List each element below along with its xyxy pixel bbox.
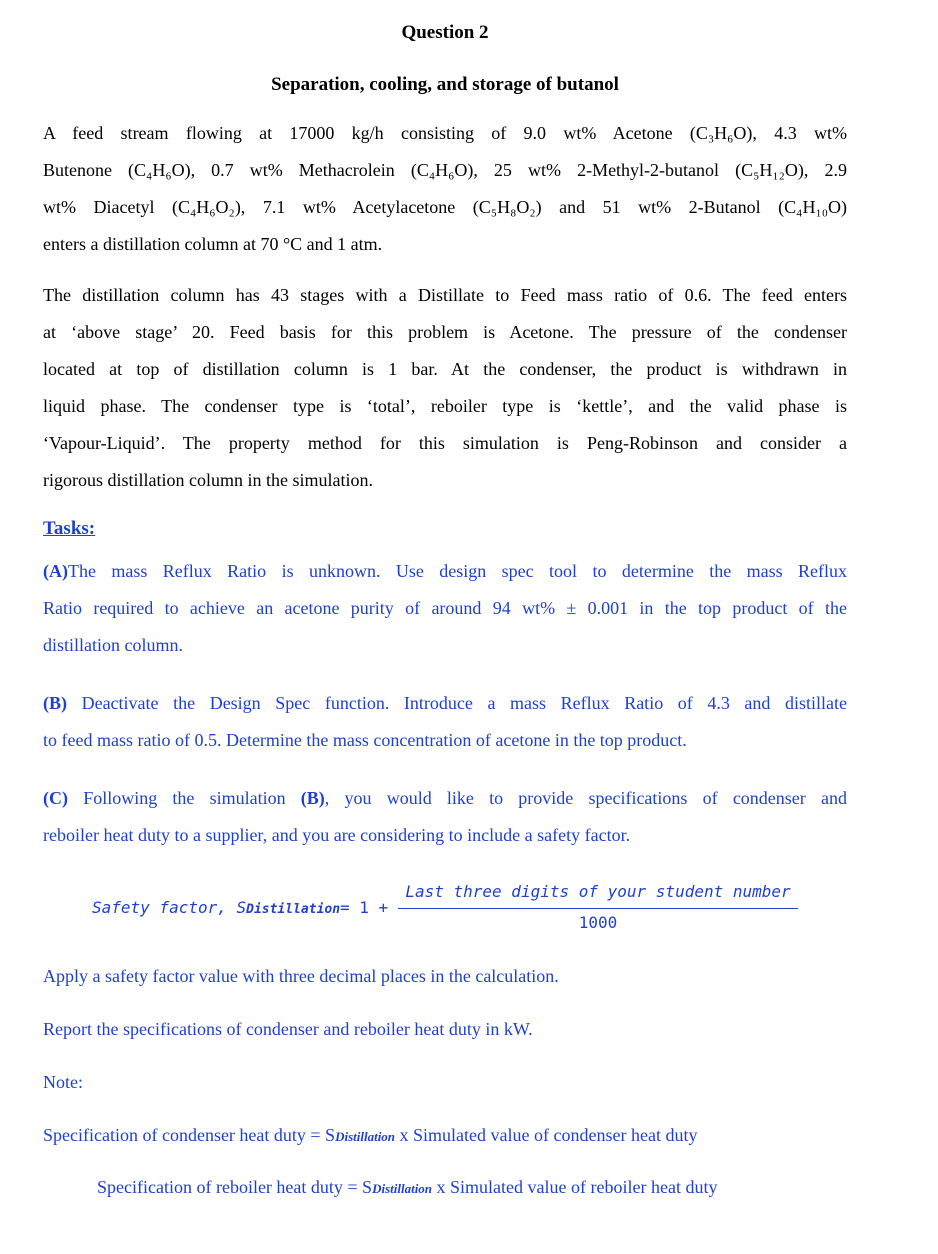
task-b-label: (B) [43,693,67,713]
column-line-5: ‘Vapour-Liquid’. The property method for this simulation is Peng-Robinson and consider a [43,433,847,453]
equation-operator: = 1 + [340,898,389,917]
section-title: Separation, cooling, and storage of butanol [271,74,619,95]
feed-line-1: A feed stream flowing at 17000 kg/h consisting of 9.0 wt% Acetone (C₃H₆O), 4.3 wt% [43,123,847,143]
column-description [43,277,847,499]
task-c-ref: (B) [300,788,325,808]
column-line-6: rigorous distillation column in the simulation. [43,470,373,490]
condenser-spec-formula: Specification of condenser heat duty = SDistillation x Simulated value of condenser heat duty [43,1125,698,1145]
column-line-4: liquid phase. The condenser type is ‘total’, reboiler type is ‘kettle’, and the valid phase is [43,396,847,416]
task-a-line-2: Ratio required to achieve an acetone purity of around 94 wt% ± 0.001 in the top product of the [43,598,847,618]
column-line-2: at ‘above stage’ 20. Feed basis for this problem is Acetone. The pressure of the condenser [43,322,847,342]
equation-numerator: Last three digits of your student number [405,882,791,901]
feed-line-4: enters a distillation column at 70 °C and 1 atm. [43,234,383,254]
fraction-bar [398,908,798,909]
task-a-line-1: (A)The mass Reflux Ratio is unknown. Use design spec tool to determine the mass Reflux [43,561,847,581]
task-c-label: (C) [43,788,68,808]
task-b-line-2: to feed mass ratio of 0.5. Determine the mass concentration of acetone in the top product. [43,730,687,750]
equation-lhs: Safety factor, SDistillation [92,898,341,917]
feed-line-2: Butenone (C₄H₆O), 0.7 wt% Methacrolein (C₄H₆O), 25 wt% 2-Methyl-2-butanol (C₅H₁₂O), 2.9 [43,160,847,180]
report-instruction: Report the specifications of condenser and reboiler heat duty in kW. [43,1019,533,1039]
feed-description [43,115,847,263]
column-line-1: The distillation column has 43 stages with a Distillate to Feed mass ratio of 0.6. The feed enters [43,285,847,305]
feed-line-3: wt% Diacetyl (C₄H₆O₂), 7.1 wt% Acetylacetone (C₅H₈O₂) and 51 wt% 2-Butanol (C₄H₁₀O) [43,197,847,217]
reboiler-spec-formula: Specification of reboiler heat duty = SDistillation x Simulated value of reboiler heat duty [97,1177,718,1197]
task-a [43,553,847,664]
task-c [43,780,847,854]
equation-denominator: 1000 [578,913,618,932]
task-b-line-1: (B) Deactivate the Design Spec function. Introduce a mass Reflux Ratio of 4.3 and distillate [43,693,847,713]
task-c-line-2: reboiler heat duty to a supplier, and you are considering to include a safety factor. [43,825,631,845]
tasks-heading: Tasks: [43,518,96,539]
question-number: Question 2 [401,22,489,43]
note-label: Note: [43,1072,83,1092]
task-a-label: (A) [43,561,68,581]
task-b [43,685,847,759]
task-c-line-1: (C) Following the simulation (B), you would like to provide specifications of condenser and [43,788,847,808]
apply-instruction: Apply a safety factor value with three decimal places in the calculation. [43,966,559,986]
column-line-3: located at top of distillation column is 1 bar. At the condenser, the product is withdrawn in [43,359,847,379]
task-a-line-3: distillation column. [43,635,183,655]
